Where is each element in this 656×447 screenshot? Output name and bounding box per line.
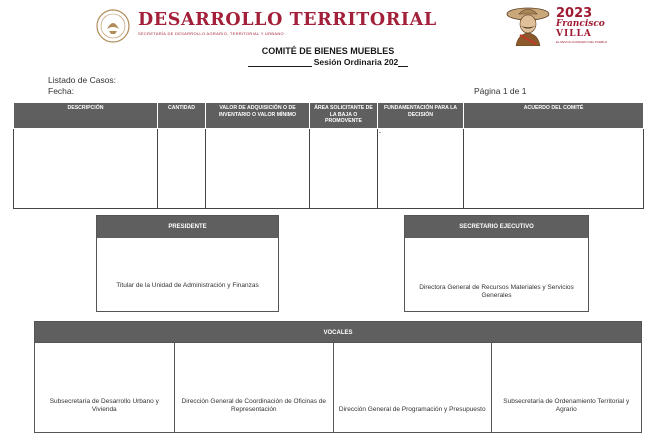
vocal-name: Dirección General de Coordinación de Oficinas de Representación bbox=[181, 398, 327, 413]
page-label: Página 1 de 1 bbox=[474, 86, 527, 96]
villa-portrait-icon bbox=[506, 4, 554, 46]
fecha-label: Fecha: bbox=[48, 86, 74, 96]
column-header-fundamentacion: FUNDAMENTACIÓN PARA LA DECISIÓN bbox=[378, 103, 464, 129]
cases-table bbox=[13, 102, 644, 209]
session-line bbox=[0, 57, 656, 67]
listado-label: Listado de Casos: bbox=[48, 75, 117, 85]
cell-acuerdo[interactable] bbox=[464, 129, 644, 209]
column-header-area: ÁREA SOLICITANTE DE LA BAJA O PROMOVENTE bbox=[310, 103, 378, 129]
column-header-valor: VALOR DE ADQUISICIÓN O DE INVENTARIO O VALOR MÍNIMO bbox=[206, 103, 310, 129]
cell-descripcion[interactable] bbox=[14, 129, 158, 209]
year-name: Francisco bbox=[556, 19, 605, 29]
table-row bbox=[14, 129, 644, 209]
secretario-signature-area[interactable] bbox=[405, 238, 588, 312]
column-header-acuerdo: ACUERDO DEL COMITÉ bbox=[464, 103, 644, 129]
presidente-title: PRESIDENTE bbox=[97, 216, 278, 238]
year-suffix-blank bbox=[398, 59, 408, 67]
year-number: 2023 bbox=[556, 6, 593, 21]
vocal-name: Subsecretaría de Ordenamiento Territorial y Agrario bbox=[503, 398, 630, 413]
vocal-cell[interactable] bbox=[35, 343, 175, 432]
cell-cantidad[interactable] bbox=[158, 129, 206, 209]
table-header-row bbox=[14, 103, 644, 129]
secretario-title: SECRETARIO EJECUTIVO bbox=[405, 216, 588, 238]
year-text bbox=[556, 7, 607, 44]
column-header-descripcion: DESCRIPCIÓN bbox=[14, 103, 158, 129]
cell-area[interactable] bbox=[310, 129, 378, 209]
cell-fundamentacion[interactable]: - bbox=[378, 129, 464, 209]
cell-valor[interactable] bbox=[206, 129, 310, 209]
year-logo bbox=[506, 4, 618, 46]
brand-block bbox=[138, 10, 437, 36]
secretario-name: Directora General de Recursos Materiales y Servicios Generales bbox=[419, 284, 574, 299]
secretario-signature-box bbox=[404, 215, 589, 312]
year-surname: VILLA bbox=[556, 29, 592, 39]
presidente-signature-box bbox=[96, 215, 279, 312]
vocal-name: Dirección General de Programación y Presupuesto bbox=[338, 406, 486, 413]
vocales-title: VOCALES bbox=[34, 321, 642, 343]
year-tagline: EL REVOLUCIONARIO DEL PUEBLO bbox=[556, 40, 608, 44]
presidente-name: Titular de la Unidad de Administración y Finanzas bbox=[116, 282, 259, 289]
presidente-signature-area[interactable] bbox=[97, 238, 278, 312]
vocales-signature-row bbox=[34, 343, 642, 433]
session-number-blank bbox=[248, 59, 312, 67]
vocal-cell[interactable] bbox=[492, 343, 642, 432]
brand-subtitle: SECRETARÍA DE DESARROLLO AGRARIO, TERRITORIAL Y URBANO bbox=[138, 31, 284, 36]
session-label: Sesión Ordinaria 202 bbox=[313, 57, 399, 67]
column-header-cantidad: CANTIDAD bbox=[158, 103, 206, 129]
vocal-cell[interactable] bbox=[175, 343, 334, 432]
national-seal-icon bbox=[96, 9, 130, 43]
vocal-name: Subsecretaría de Desarrollo Urbano y Vivienda bbox=[49, 398, 159, 413]
brand-title: DESARROLLO TERRITORIAL bbox=[138, 10, 437, 30]
vocal-cell[interactable] bbox=[334, 343, 491, 432]
document-title: COMITÉ DE BIENES MUEBLES bbox=[261, 46, 395, 56]
